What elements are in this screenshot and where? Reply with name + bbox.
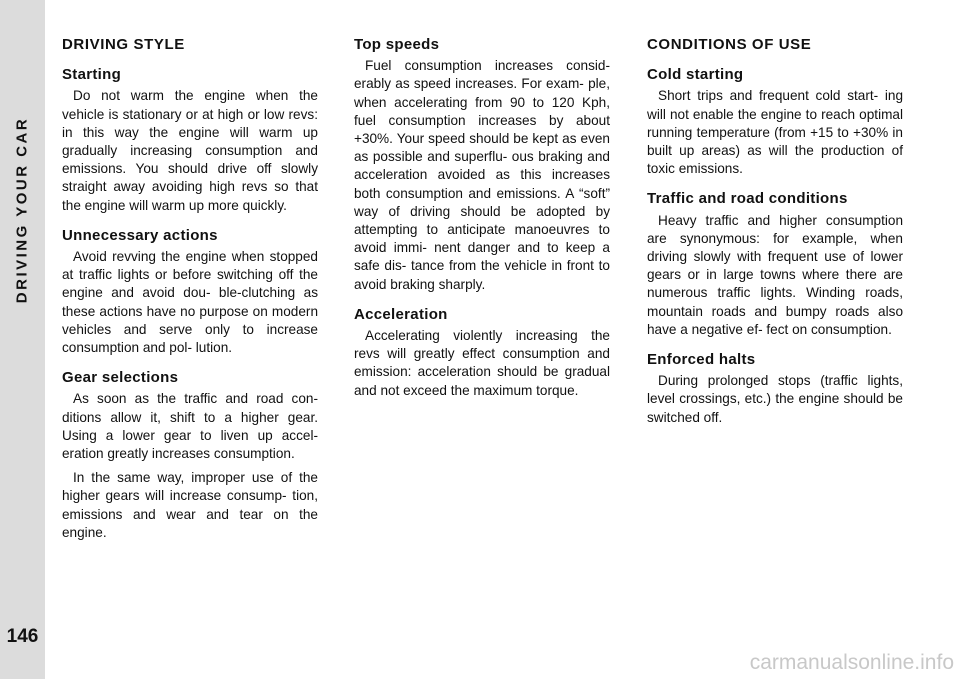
heading-top-speeds: Top speeds (354, 36, 440, 53)
heading-unnecessary-actions: Unnecessary actions (62, 226, 218, 244)
column-3 (647, 36, 903, 439)
heading-acceleration: Acceleration (354, 305, 448, 323)
paragraph-enforced-halts: During prolonged stops (traffic lights, level crossings, etc.) the engine should be switched off. (647, 373, 903, 425)
heading-enforced-halts: Enforced halts (647, 351, 756, 369)
paragraph-unnecessary-actions: Avoid revving the engine when stopped at traffic lights or before switching off the engine and avoid dou- ble-clutching as these actions have no purpose on modern vehicles and serve only to increase consumption and pol- lution. (62, 249, 318, 356)
heading-driving-style: DRIVING STYLE (62, 36, 185, 53)
paragraph-traffic-and-road-conditions: Heavy traffic and higher consumption are synonymous: for example, when driving slowly with frequent use of lower gears or in large towns where there are numerous traffic lights. Winding roads, mountain roads and bumpy roads also have a negative ef- fect on consumption. (647, 212, 903, 337)
paragraph-gear-selections-1: As soon as the traffic and road con- ditions allow it, shift to a higher gear. Using a lower gear to liven up accel- eration greatly increases consumption. (62, 391, 318, 462)
heading-starting: Starting (62, 66, 122, 84)
heading-conditions-of-use: CONDITIONS OF USE (647, 36, 812, 53)
paragraph-cold-starting: Short trips and frequent cold start- ing will not enable the engine to reach optimal running temperature (from +15 to +30% in built up areas) as will the production of toxic emissions. (647, 88, 903, 177)
paragraph-acceleration: Accelerating violently increasing the revs will greatly effect consumption and emission: acceleration should be gradual and not exceed the maximum torque. (354, 328, 610, 398)
paragraph-starting: Do not warm the engine when the vehicle is stationary or at high or low revs: in this way the engine will warm up gradually increasing consumption and emissions. You should drive off slowly straight away avoiding high revs so that the engine will warm up more quickly. (62, 88, 318, 213)
page-number: 146 (6, 626, 39, 647)
heading-gear-selections: Gear selections (62, 369, 179, 387)
section-title: DRIVING YOUR CAR (13, 116, 31, 304)
heading-cold-starting: Cold starting (647, 66, 744, 84)
paragraph-top-speeds: Fuel consumption increases consid- erably as speed increases. For exam- ple, when accelerating from 90 to 120 Kph, fuel consumption increases by about +30%. Your speed should be kept as even as possible and superflu- ous braking and acceleration avoided as this increases both consumption and emissions. A “soft” way of driving should be adopted by attempting to anticipate manoeuvres to avoid immi- nent danger and to keep a safe dis- tance from the vehicle in front to avoid braking sharply. (354, 58, 610, 292)
column-2 (354, 36, 610, 412)
heading-traffic-and-road-conditions: Traffic and road conditions (647, 190, 848, 208)
side-tab (0, 0, 45, 679)
watermark: carmanualsonline.info (749, 651, 954, 674)
paragraph-gear-selections-2: In the same way, improper use of the higher gears will increase consump- tion, emissions and wear and tear on the engine. (62, 470, 318, 540)
column-1 (62, 36, 318, 554)
